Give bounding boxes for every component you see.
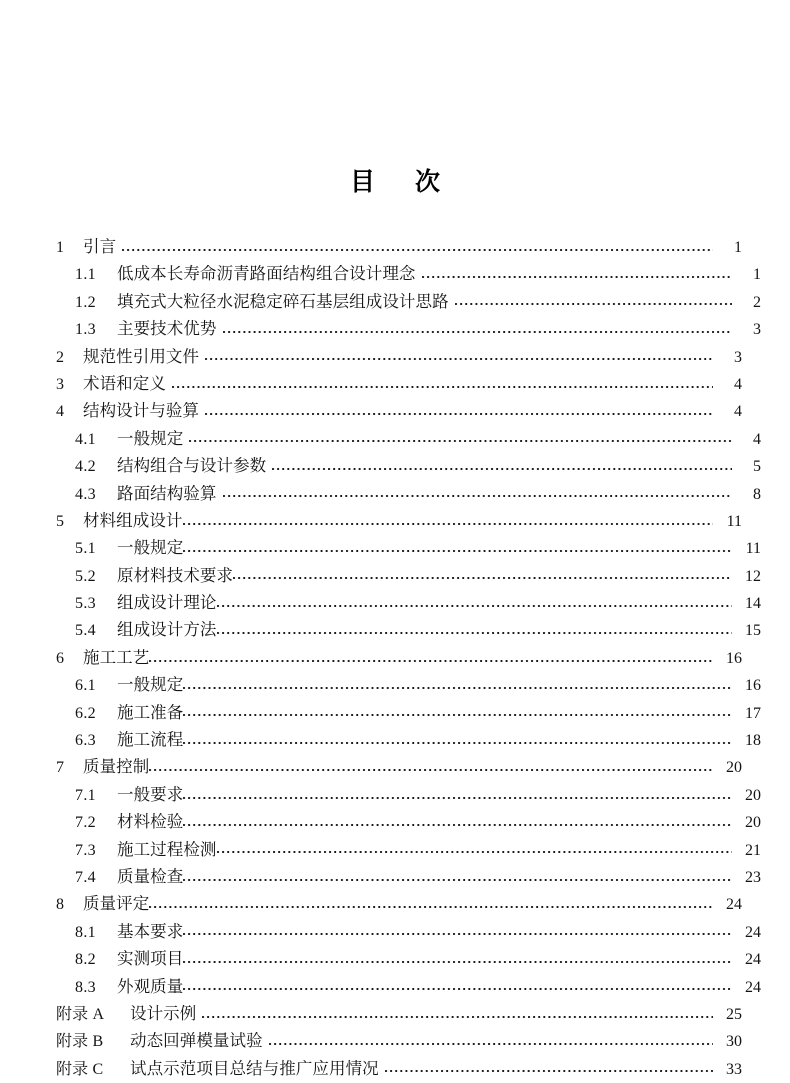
toc-dot-leader <box>202 1005 713 1023</box>
toc-entry-number: 8.2 <box>75 951 96 969</box>
toc-entry-page-number: 24 <box>726 896 742 914</box>
toc-entry-page-number: 4 <box>734 375 742 393</box>
toc-dot-leader <box>205 402 713 420</box>
toc-entry-number: 8 <box>56 896 65 914</box>
table-of-contents <box>56 233 761 1082</box>
toc-entry-page-number: 11 <box>726 512 742 530</box>
toc-entry-label: 质量控制 <box>83 757 150 777</box>
toc-entry-label: 结构设计与验算 <box>83 401 200 421</box>
toc-dot-leader <box>122 238 713 256</box>
toc-entry[interactable] <box>56 397 742 424</box>
toc-entry[interactable] <box>56 890 742 917</box>
toc-entry[interactable] <box>56 726 761 753</box>
toc-entry-page-number: 16 <box>745 677 761 695</box>
toc-dot-leader <box>217 621 733 639</box>
toc-dot-leader <box>183 950 732 968</box>
toc-entry-label: 路面结构验算 <box>117 483 217 503</box>
toc-entry-page-number: 20 <box>726 759 742 777</box>
toc-entry-label: 实测项目 <box>117 949 184 969</box>
toc-entry[interactable] <box>56 836 761 863</box>
toc-entry-number: 附录 C <box>56 1060 104 1078</box>
toc-entry-label: 组成设计理论 <box>117 593 217 613</box>
toc-entry-page-number: 12 <box>745 567 761 585</box>
toc-dot-leader <box>183 676 732 694</box>
toc-entry[interactable] <box>56 534 761 561</box>
toc-dot-leader <box>183 731 732 749</box>
toc-entry-number: 5 <box>56 512 65 530</box>
toc-entry-page-number: 21 <box>745 841 761 859</box>
toc-entry[interactable] <box>56 1000 742 1027</box>
toc-entry-number: 1.1 <box>75 266 96 284</box>
toc-entry-page-number: 18 <box>745 732 761 750</box>
toc-entry-label: 质量检查 <box>117 866 184 886</box>
toc-entry-label: 低成本长寿命沥青路面结构组合设计理念 <box>117 264 416 284</box>
toc-entry-number: 4.2 <box>75 458 96 476</box>
toc-entry[interactable] <box>56 288 761 315</box>
toc-entry[interactable] <box>56 315 761 342</box>
toc-entry-number: 8.3 <box>75 978 96 996</box>
toc-dot-leader <box>183 868 732 886</box>
toc-entry-page-number: 1 <box>753 266 761 284</box>
toc-dot-leader <box>183 786 732 804</box>
toc-entry-number: 6.3 <box>75 732 96 750</box>
toc-entry-number: 3 <box>56 375 65 393</box>
toc-dot-leader <box>217 594 733 612</box>
toc-dot-leader <box>233 566 732 584</box>
toc-entry-label: 一般规定 <box>117 538 184 558</box>
toc-entry-label: 术语和定义 <box>83 373 166 393</box>
toc-entry[interactable] <box>56 616 761 643</box>
toc-entry-number: 7.2 <box>75 814 96 832</box>
toc-dot-leader <box>183 512 714 530</box>
toc-dot-leader <box>223 484 733 502</box>
toc-entry-number: 5.4 <box>75 622 96 640</box>
toc-entry-number: 7.4 <box>75 868 96 886</box>
toc-entry-page-number: 14 <box>745 595 761 613</box>
toc-entry-label: 填充式大粒径水泥稳定碎石基层组成设计思路 <box>117 291 449 311</box>
toc-entry[interactable] <box>56 808 761 835</box>
toc-entry-label: 一般规定 <box>117 675 184 695</box>
toc-dot-leader <box>183 703 732 721</box>
toc-dot-leader <box>422 265 733 283</box>
toc-entry-label: 材料组成设计 <box>83 510 183 530</box>
toc-entry-number: 6.1 <box>75 677 96 695</box>
toc-entry-page-number: 23 <box>745 868 761 886</box>
toc-dot-leader <box>189 429 732 447</box>
toc-entry-label: 外观质量 <box>117 976 184 996</box>
toc-entry-number: 1 <box>56 239 65 256</box>
toc-entry-number: 5.3 <box>75 595 96 613</box>
toc-dot-leader <box>455 292 732 310</box>
toc-entry-label: 引言 <box>83 237 117 256</box>
toc-entry-label: 试点示范项目总结与推广应用情况 <box>130 1058 379 1078</box>
toc-dot-leader <box>269 1032 713 1050</box>
toc-entry-label: 施工过程检测 <box>117 839 217 859</box>
toc-entry-label: 基本要求 <box>117 921 184 941</box>
toc-entry-page-number: 24 <box>745 978 761 996</box>
toc-entry-label: 施工准备 <box>117 702 184 722</box>
toc-entry-number: 5.1 <box>75 540 96 558</box>
toc-entry-page-number: 24 <box>745 951 761 969</box>
toc-entry-page-number: 8 <box>753 485 761 503</box>
toc-entry-number: 7.1 <box>75 786 96 804</box>
toc-dot-leader <box>223 320 733 338</box>
toc-entry[interactable] <box>56 644 742 671</box>
toc-entry-page-number: 4 <box>734 403 742 421</box>
toc-entry[interactable] <box>56 452 761 479</box>
toc-entry-number: 8.1 <box>75 923 96 941</box>
toc-entry-page-number: 3 <box>753 321 761 339</box>
toc-entry[interactable] <box>56 1055 742 1082</box>
toc-entry-number: 4.1 <box>75 430 96 448</box>
toc-entry-number: 1.3 <box>75 321 96 339</box>
toc-dot-leader <box>149 649 713 667</box>
toc-entry[interactable] <box>56 343 742 370</box>
toc-entry-page-number: 24 <box>745 923 761 941</box>
toc-entry-number: 附录 B <box>56 1033 104 1051</box>
toc-entry[interactable] <box>56 233 742 260</box>
toc-entry-page-number: 30 <box>726 1033 742 1051</box>
toc-entry-label: 质量评定 <box>83 894 150 914</box>
toc-entry[interactable] <box>56 260 761 287</box>
toc-entry-label: 施工流程 <box>117 730 184 750</box>
toc-entry-page-number: 4 <box>753 430 761 448</box>
toc-entry-label: 组成设计方法 <box>117 620 217 640</box>
toc-entry-label: 动态回弹模量试验 <box>130 1031 263 1051</box>
toc-entry-number: 4 <box>56 403 65 421</box>
toc-dot-leader <box>149 895 713 913</box>
toc-entry-page-number: 2 <box>753 293 761 311</box>
toc-entry-page-number: 15 <box>745 622 761 640</box>
page-title: 目 次 <box>349 169 448 196</box>
toc-entry[interactable] <box>56 1027 742 1054</box>
toc-entry-label: 一般要求 <box>117 784 184 804</box>
toc-dot-leader <box>385 1059 713 1077</box>
toc-entry[interactable] <box>56 781 761 808</box>
toc-entry-label: 设计示例 <box>130 1003 197 1023</box>
toc-dot-leader <box>183 539 732 557</box>
toc-entry-number: 1.2 <box>75 293 96 311</box>
toc-entry-number: 7 <box>56 759 65 777</box>
toc-entry-number: 6 <box>56 649 65 667</box>
toc-dot-leader <box>217 840 733 858</box>
toc-entry-page-number: 11 <box>745 540 761 558</box>
toc-entry-number: 附录 A <box>56 1005 105 1023</box>
toc-dot-leader <box>183 977 732 995</box>
toc-entry[interactable] <box>56 753 742 780</box>
toc-dot-leader <box>183 813 732 831</box>
toc-entry-number: 2 <box>56 348 65 366</box>
toc-entry-label: 主要技术优势 <box>117 319 217 339</box>
toc-entry-label: 材料检验 <box>117 812 184 832</box>
toc-dot-leader <box>149 758 713 776</box>
toc-entry-page-number: 17 <box>745 704 761 722</box>
toc-entry-number: 7.3 <box>75 841 96 859</box>
toc-entry[interactable] <box>56 370 742 397</box>
toc-entry-label: 施工工艺 <box>83 647 150 667</box>
toc-entry-label: 一般规定 <box>117 428 184 448</box>
toc-entry[interactable] <box>56 480 761 507</box>
toc-entry-number: 6.2 <box>75 704 96 722</box>
toc-entry-label: 原材料技术要求 <box>117 565 234 585</box>
toc-entry[interactable] <box>56 973 761 1000</box>
toc-entry-label: 结构组合与设计参数 <box>117 456 267 476</box>
toc-entry-page-number: 5 <box>753 458 761 476</box>
toc-entry-page-number: 20 <box>745 786 761 804</box>
toc-entry[interactable] <box>56 945 761 972</box>
toc-entry-page-number: 25 <box>726 1005 742 1023</box>
toc-dot-leader <box>183 922 732 940</box>
toc-dot-leader <box>272 457 732 475</box>
toc-entry-label: 规范性引用文件 <box>83 346 200 366</box>
toc-entry-page-number: 16 <box>726 649 742 667</box>
toc-entry-page-number: 20 <box>745 814 761 832</box>
toc-entry-number: 4.3 <box>75 485 96 503</box>
toc-entry[interactable] <box>56 699 761 726</box>
toc-entry[interactable] <box>56 671 761 698</box>
toc-dot-leader <box>172 375 713 393</box>
toc-entry[interactable] <box>56 918 761 945</box>
toc-entry[interactable] <box>56 507 742 534</box>
toc-entry-number: 5.2 <box>75 567 96 585</box>
toc-entry-page-number: 1 <box>734 239 742 256</box>
toc-dot-leader <box>205 347 713 365</box>
toc-entry[interactable] <box>56 863 761 890</box>
toc-entry-page-number: 33 <box>726 1060 742 1078</box>
toc-entry[interactable] <box>56 562 761 589</box>
toc-entry-page-number: 3 <box>734 348 742 366</box>
toc-entry[interactable] <box>56 589 761 616</box>
toc-entry[interactable] <box>56 425 761 452</box>
